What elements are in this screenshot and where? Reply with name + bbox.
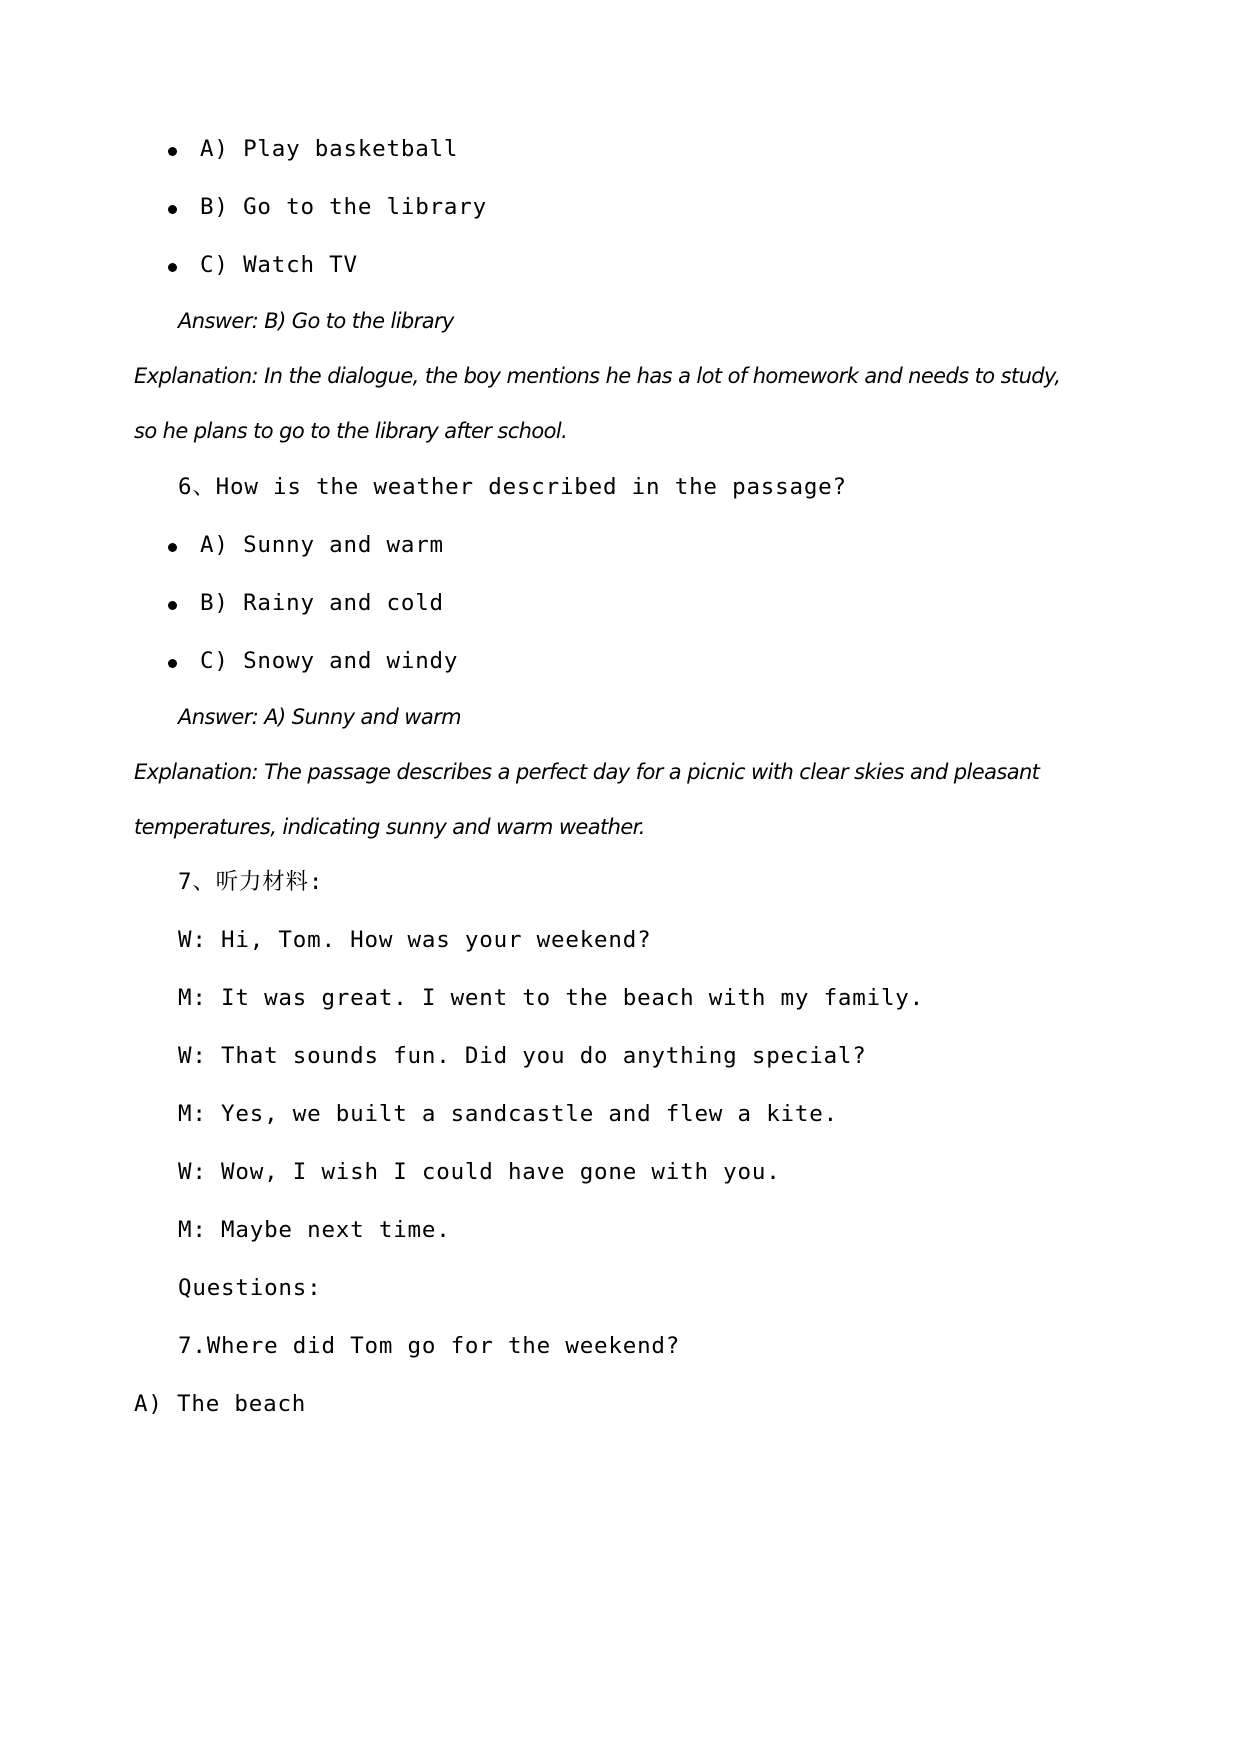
q6-option-c: C) Snowy and windy (200, 648, 459, 674)
q5-option-b: B) Go to the library (200, 194, 487, 220)
q5-option-c: C) Watch TV (200, 252, 358, 278)
q6-question: 6、How is the weather described in the passage? (178, 474, 847, 500)
bullet-icon (168, 263, 177, 272)
bullet-icon (168, 601, 177, 610)
q7-option-a: A) The beach (134, 1391, 307, 1417)
q7-question: 7.Where did Tom go for the weekend? (178, 1333, 681, 1359)
dialogue-line: W: Wow, I wish I could have gone with you. (178, 1159, 781, 1185)
questions-label: Questions: (178, 1275, 322, 1301)
dialogue-line: M: Yes, we built a sandcastle and flew a kite. (178, 1101, 838, 1127)
dialogue-line: W: That sounds fun. Did you do anything special? (178, 1043, 867, 1069)
dialogue-line: W: Hi, Tom. How was your weekend? (178, 927, 652, 953)
q5-answer: Answer: B) Go to the library (178, 309, 454, 333)
bullet-icon (168, 659, 177, 668)
q6-option-a: A) Sunny and warm (200, 532, 444, 558)
q6-explanation-line-2: temperatures, indicating sunny and warm weather. (134, 815, 645, 839)
bullet-icon (168, 543, 177, 552)
q5-option-a: A) Play basketball (200, 136, 459, 162)
q7-heading: 7、听力材料: (178, 869, 324, 895)
bullet-icon (168, 205, 177, 214)
q5-explanation-line-2: so he plans to go to the library after school. (134, 419, 568, 443)
dialogue-line: M: It was great. I went to the beach with my family. (178, 985, 924, 1011)
q6-option-b: B) Rainy and cold (200, 590, 444, 616)
dialogue-line: M: Maybe next time. (178, 1217, 451, 1243)
q6-answer: Answer: A) Sunny and warm (178, 705, 462, 729)
bullet-icon (168, 147, 177, 156)
q5-explanation-line-1: Explanation: In the dialogue, the boy mentions he has a lot of homework and needs to study, (134, 364, 1061, 388)
q6-explanation-line-1: Explanation: The passage describes a perfect day for a picnic with clear skies and pleasant (134, 760, 1040, 784)
